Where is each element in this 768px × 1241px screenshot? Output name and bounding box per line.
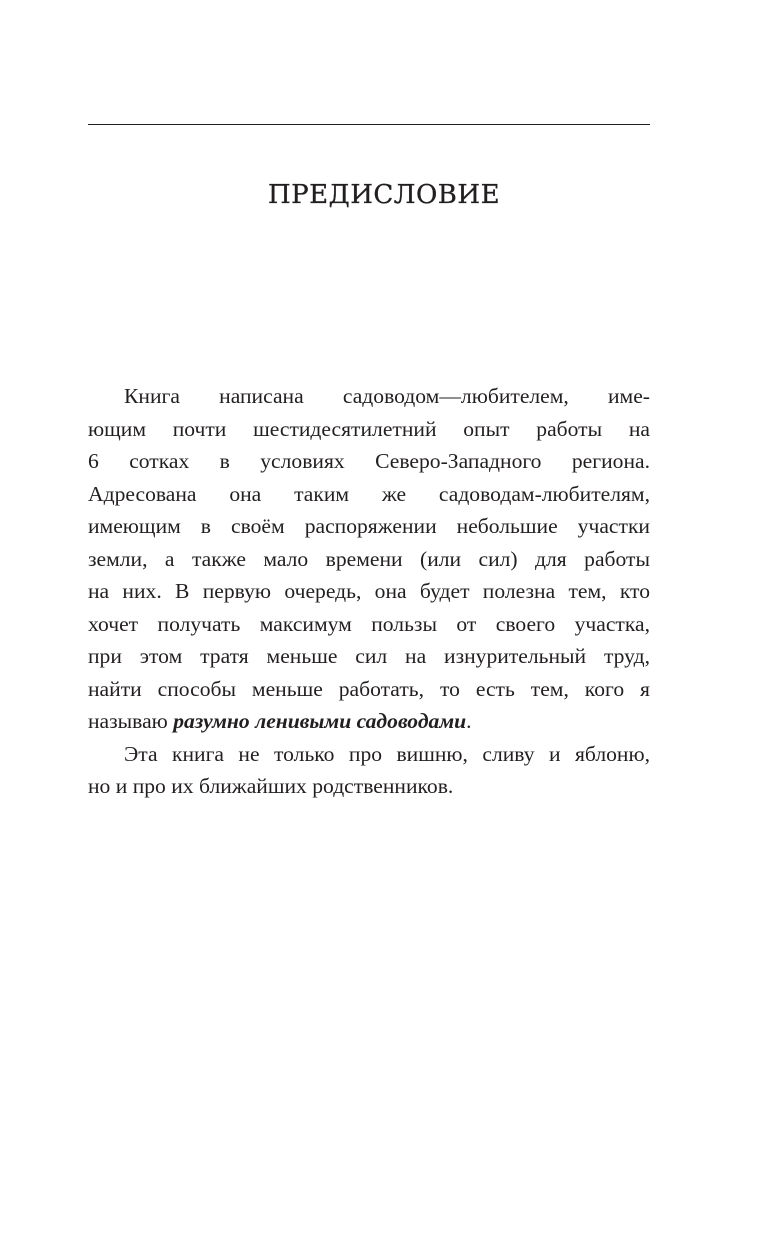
text-line: Эта книга не только про вишню, сливу и яблоню, [124, 741, 650, 766]
text-line: при этом тратя меньше сил на изнурительный труд, [88, 644, 650, 668]
text-line: но и про их ближайших родственников. [88, 774, 454, 798]
text-line: имеющим в своём распоряжении небольшие участки [88, 514, 650, 538]
paragraph-2 [88, 738, 650, 803]
text-line [88, 705, 650, 738]
text-line: найти способы меньше работать, то есть тем, кого я [88, 676, 650, 701]
body-text [88, 380, 650, 803]
header-rule [88, 124, 650, 125]
text-line: земли, а также мало времени (или сил) для работы [88, 546, 650, 571]
emphasized-phrase: разумно ленивыми садоводами [173, 709, 467, 733]
text-line: 6 сотках в условиях Северо-Западного региона. [88, 449, 650, 473]
text-line: на них. В первую очередь, она будет полезна тем, кто [88, 579, 650, 603]
text-line: ющим почти шестидесятилетний опыт работы на [88, 416, 650, 441]
text-fragment: . [466, 709, 472, 733]
text-line: хочет получать максимум пользы от своего участка, [88, 611, 650, 636]
text-line: Книга написана садоводом—любителем, име- [124, 384, 650, 408]
page-title: ПРЕДИСЛОВИЕ [267, 180, 501, 210]
text-fragment: называю [88, 709, 174, 733]
paragraph-1 [88, 380, 650, 738]
text-line: Адресована она таким же садоводам-любителям, [88, 481, 650, 506]
